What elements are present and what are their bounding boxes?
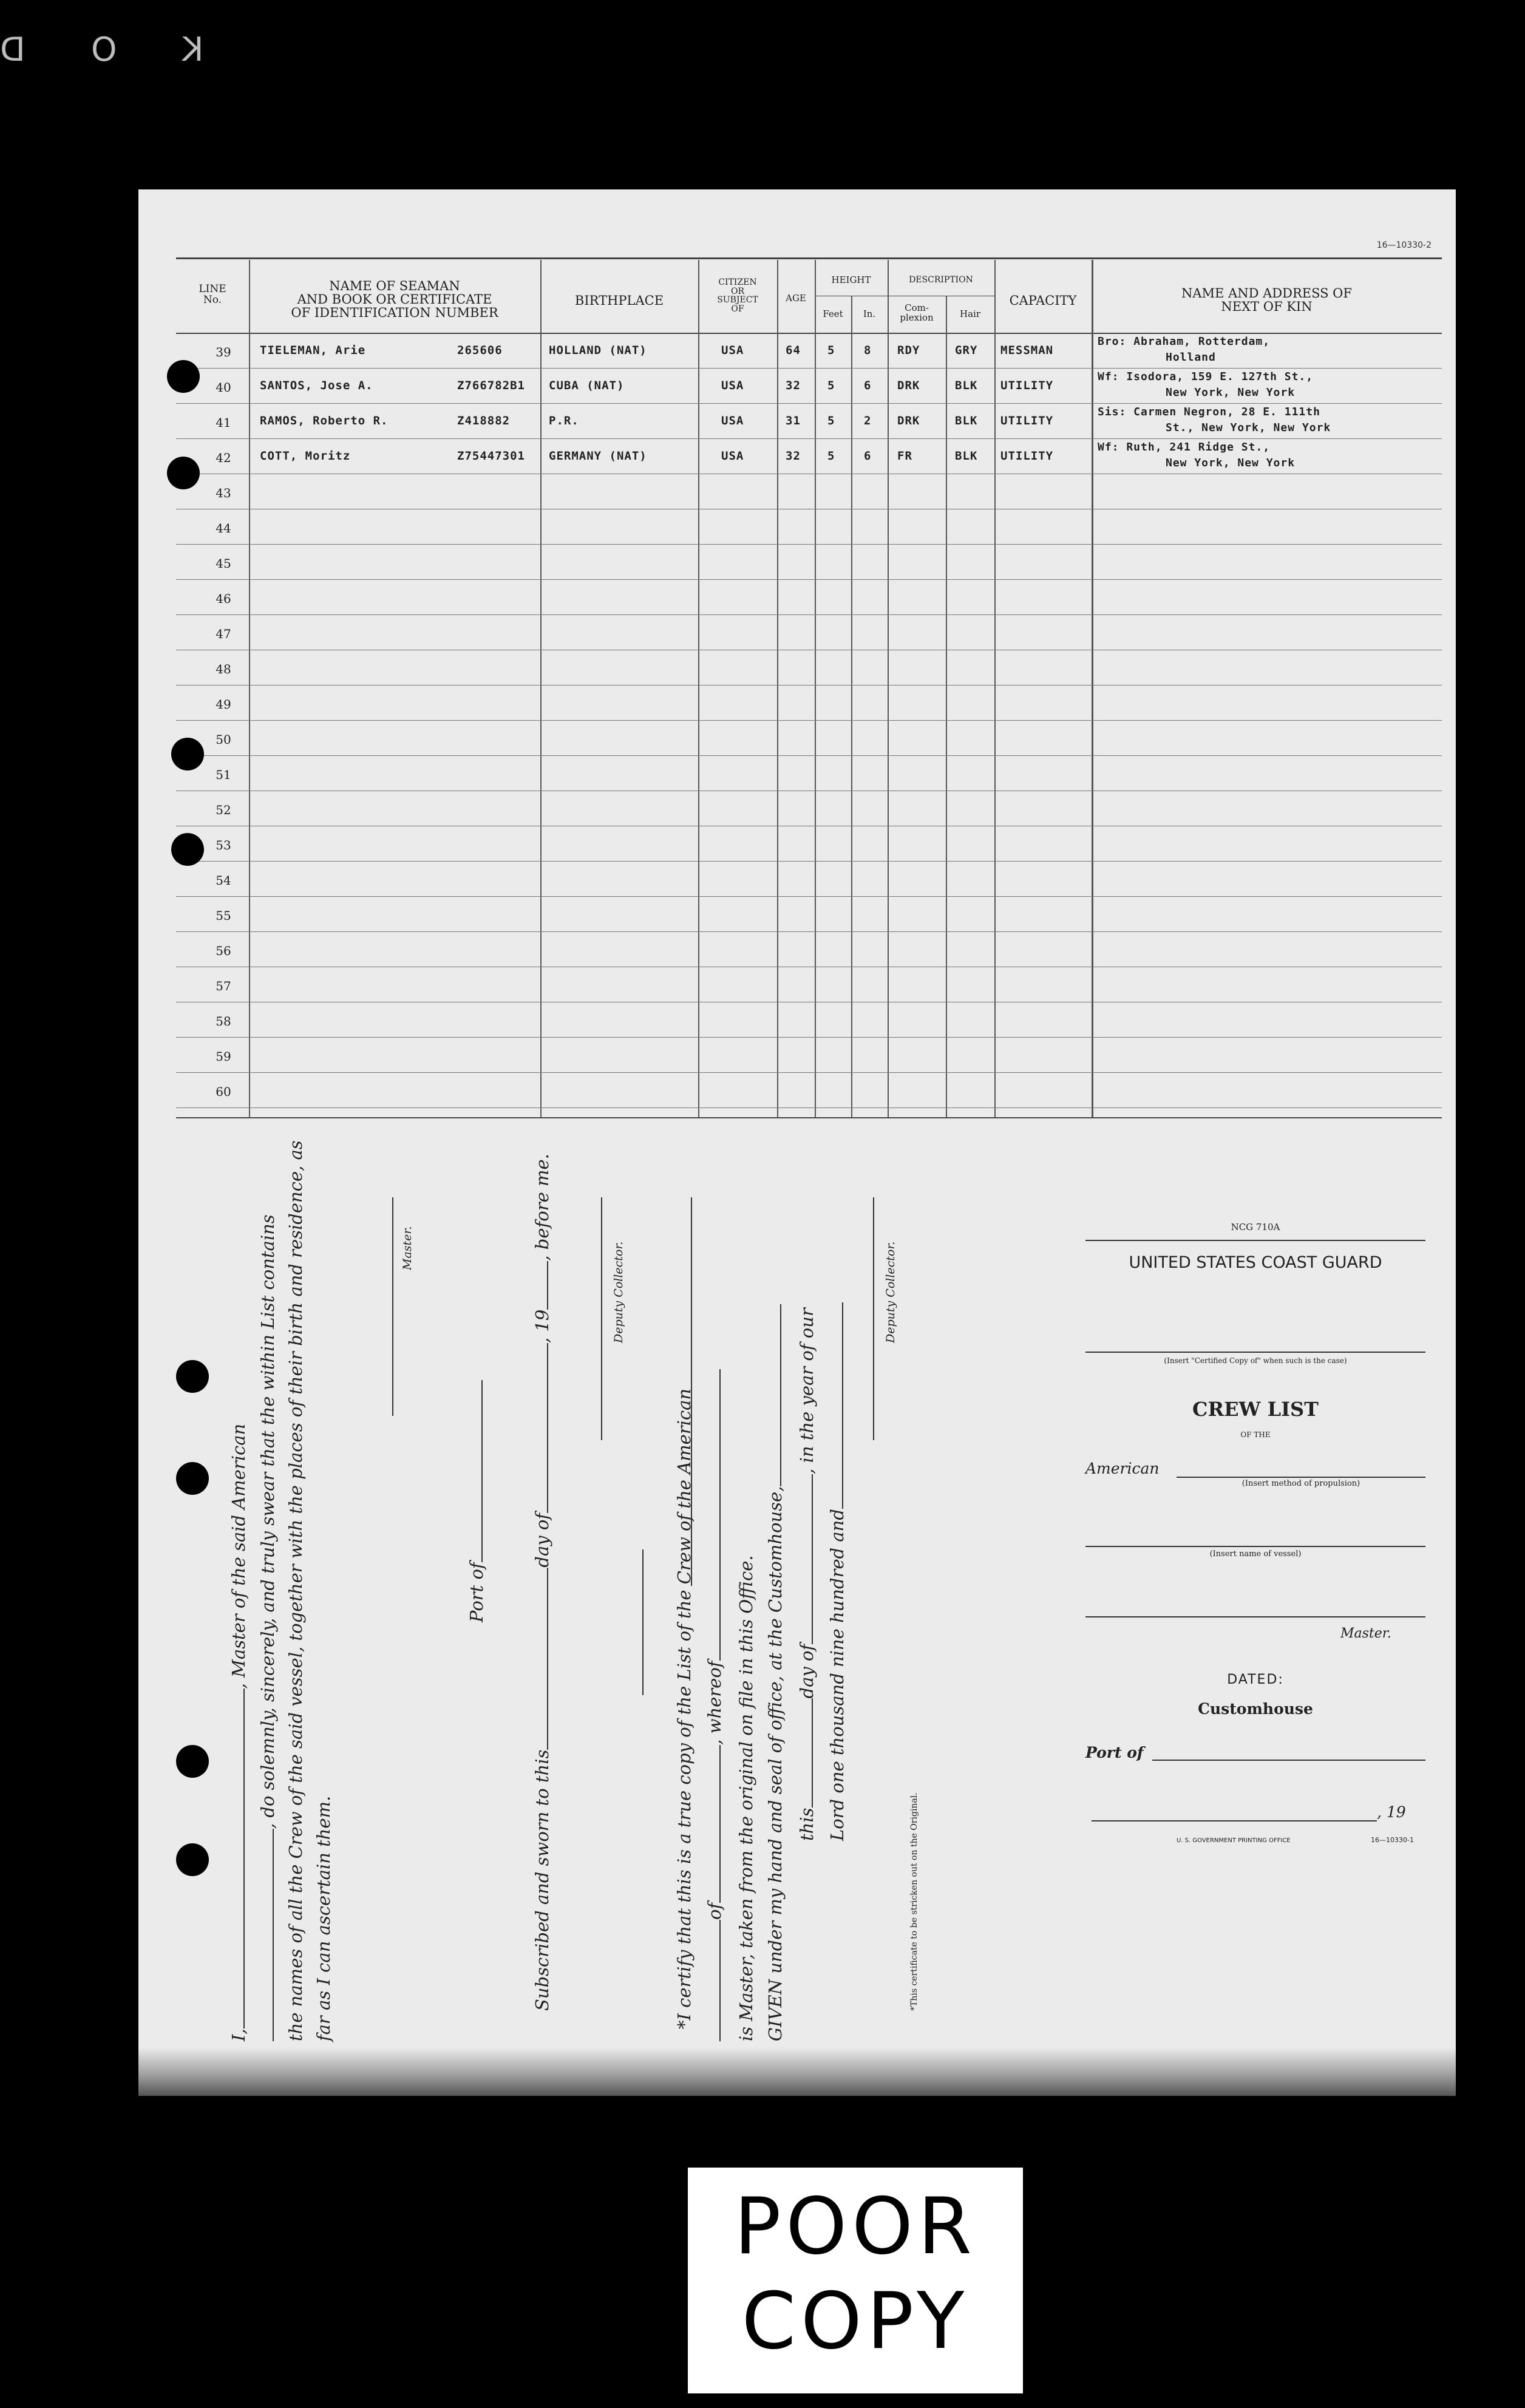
line-number: 53 [216, 838, 231, 852]
is-master-line: is Master, taken from the original on file in this Office. [736, 1555, 756, 2041]
deputy-collector-2: Deputy Collector. [884, 1241, 897, 1343]
citizen-of: USA [721, 414, 744, 427]
cover-port-line [1152, 1760, 1425, 1761]
hair: BLK [955, 379, 978, 392]
header-complexion: Com- plexion [900, 302, 934, 323]
birthplace: P.R. [549, 414, 579, 427]
line-number: 44 [216, 521, 231, 536]
age: 64 [786, 344, 801, 357]
fold-shadow [138, 2047, 1456, 2096]
seal-line [642, 1549, 644, 1695]
cover-title: CREW LIST [1192, 1398, 1319, 1421]
this-day-line: thisday of, in the year of our [796, 1308, 817, 1841]
line-number: 39 [216, 345, 231, 359]
subscribed-line: Subscribed and sworn to thisday of, 19, before me. [532, 1154, 552, 2011]
given-line: GIVEN under my hand and seal of office, at the Customhouse, [765, 1304, 786, 2041]
birthplace: GERMANY (NAT) [549, 449, 647, 463]
oath-line-4: far as I can ascertain them. [313, 1795, 334, 2041]
binder-hole [171, 833, 204, 866]
binder-hole [167, 360, 200, 393]
port-of: Port of [466, 1380, 487, 1622]
cover-vessel-line-2 [1085, 1616, 1425, 1617]
next-of-kin: Wf: Isodora, 159 E. 127th St., [1098, 370, 1314, 383]
complexion: RDY [897, 344, 920, 357]
deputy-collector-1: Deputy Collector. [612, 1241, 625, 1343]
capacity: UTILITY [1000, 449, 1054, 463]
line-number: 55 [216, 908, 231, 923]
certificate-number: Z418882 [457, 414, 511, 427]
crew-list-page [138, 189, 1456, 2096]
line-number: 42 [216, 451, 231, 465]
table-top-rule [176, 257, 1442, 259]
hair: GRY [955, 344, 978, 357]
row-rule [176, 896, 1442, 897]
footnote: *This certificate to be stricken out on the Original. [909, 1792, 919, 2011]
seaman-name: COTT, Moritz [260, 449, 351, 463]
lord-line: Lord one thousand nine hundred and [827, 1302, 847, 1841]
next-of-kin: New York, New York [1166, 386, 1296, 399]
header-capacity: CAPACITY [1009, 293, 1077, 308]
cover-insert-cert: (Insert "Certified Copy of" when such is the case) [1164, 1356, 1347, 1365]
next-of-kin: Wf: Ruth, 241 Ridge St., [1098, 441, 1271, 454]
col-line [815, 260, 816, 1117]
cover-port: Port of [1085, 1744, 1144, 1761]
line-number: 48 [216, 662, 231, 676]
cover-year: , 19 [1377, 1803, 1406, 1821]
line-number: 46 [216, 591, 231, 606]
col-line [698, 260, 699, 1117]
binder-hole [176, 1843, 209, 1876]
cover-of-the: OF THE [1240, 1430, 1271, 1439]
hair: BLK [955, 449, 978, 463]
line-number: 52 [216, 803, 231, 817]
header-name: NAME OF SEAMAN AND BOOK OR CERTIFICATE OF IDENTIFICATION NUMBER [291, 279, 498, 321]
col-line [994, 260, 996, 1117]
header-age: AGE [786, 293, 806, 304]
oath-line-2: , do solemnly, sincerely, and truly swear that the within List contains [257, 1214, 278, 2041]
header-hair: Hair [960, 308, 980, 319]
line-number: 57 [216, 979, 231, 993]
seaman-name: SANTOS, Jose A. [260, 379, 373, 392]
citizen-of: USA [721, 379, 744, 392]
col-line [1092, 260, 1093, 1117]
height-feet: 5 [827, 449, 835, 463]
row-rule [176, 1072, 1442, 1073]
line-number: 47 [216, 627, 231, 641]
complexion: FR [897, 449, 912, 463]
height-feet: 5 [827, 344, 835, 357]
cover-master: Master. [1340, 1626, 1391, 1641]
next-of-kin: St., New York, New York [1166, 421, 1331, 434]
citizen-of: USA [721, 344, 744, 357]
binder-hole [176, 1462, 209, 1495]
corner-letter-o: O [91, 30, 117, 69]
cover-american: American [1085, 1460, 1160, 1477]
row-rule [176, 403, 1442, 404]
cover-cert-line [1085, 1352, 1425, 1353]
cover-date-line [1092, 1820, 1377, 1821]
height-inches: 2 [864, 414, 872, 427]
height-inches: 8 [864, 344, 872, 357]
col-line [851, 296, 852, 1117]
capacity: UTILITY [1000, 414, 1054, 427]
col-line [946, 296, 947, 1117]
hair: BLK [955, 414, 978, 427]
birthplace: HOLLAND (NAT) [549, 344, 647, 357]
of-whereof-line: of, whereof [704, 1369, 725, 2041]
header-feet: Feet [823, 308, 843, 319]
oath-line-1: I,, Master of the said American [228, 1423, 249, 2041]
corner-letter-d: D [0, 30, 25, 69]
cover-rule [1085, 1240, 1425, 1241]
cover-insert-propulsion: (Insert method of propulsion) [1241, 1479, 1360, 1488]
header-citizen: CITIZEN OR SUBJECT OF [717, 277, 758, 315]
header-line-no: LINE No. [199, 283, 226, 306]
binder-hole [176, 1360, 209, 1393]
line-number: 50 [216, 732, 231, 747]
row-rule [176, 755, 1442, 756]
stamp-line-2: COPY [741, 2276, 970, 2367]
row-rule [176, 544, 1442, 545]
citizen-of: USA [721, 449, 744, 463]
certificate-number: Z766782B1 [457, 379, 525, 392]
col-line [777, 260, 778, 1117]
cover-gpo: U. S. GOVERNMENT PRINTING OFFICE [1177, 1837, 1291, 1844]
line-number: 41 [216, 415, 231, 430]
deputy-signature-line-2 [873, 1197, 874, 1440]
height-inches: 6 [864, 379, 872, 392]
corner-letter-k: K [182, 30, 204, 69]
certify-blank [691, 1197, 692, 1586]
master-signature-line [392, 1197, 393, 1416]
age: 32 [786, 449, 801, 463]
height-feet: 5 [827, 379, 835, 392]
header-height: HEIGHT [831, 274, 871, 285]
col-line [888, 260, 889, 1117]
cover-form-id: NCG 710A [1231, 1222, 1280, 1233]
row-rule [176, 614, 1442, 615]
certify-line: *I certify that this is a true copy of the List of the Crew of the American [674, 1388, 695, 2029]
col-line [540, 260, 542, 1117]
row-rule [176, 861, 1442, 862]
line-number: 58 [216, 1014, 231, 1029]
cover-vessel-line [1085, 1546, 1425, 1547]
next-of-kin: Sis: Carmen Negron, 28 E. 111th [1098, 406, 1320, 418]
cover-gpo-no: 16—10330-1 [1371, 1836, 1414, 1844]
table-bottom-rule [176, 1117, 1442, 1118]
header-inches: In. [863, 308, 876, 319]
row-rule [176, 579, 1442, 580]
row-rule [176, 720, 1442, 721]
row-rule [176, 1037, 1442, 1038]
capacity: UTILITY [1000, 379, 1054, 392]
certificate-number: Z75447301 [457, 449, 525, 463]
complexion: DRK [897, 379, 920, 392]
line-number: 45 [216, 556, 231, 571]
header-birthplace: BIRTHPLACE [574, 293, 664, 308]
row-rule [176, 438, 1442, 439]
header-next-of-kin: NAME AND ADDRESS OF NEXT OF KIN [1181, 286, 1352, 315]
line-number: 43 [216, 486, 231, 500]
age: 32 [786, 379, 801, 392]
seaman-name: TIELEMAN, Arie [260, 344, 366, 357]
stamp-line-1: POOR [734, 2182, 977, 2272]
next-of-kin: New York, New York [1166, 457, 1296, 469]
next-of-kin: Holland [1166, 351, 1216, 364]
cover-dated: DATED: [1227, 1672, 1284, 1687]
line-number: 51 [216, 767, 231, 782]
col-line [249, 260, 250, 1117]
next-of-kin: Bro: Abraham, Rotterdam, [1098, 335, 1271, 348]
line-number: 40 [216, 380, 231, 395]
line-number: 60 [216, 1084, 231, 1099]
cover-customhouse: Customhouse [1198, 1700, 1313, 1718]
row-rule [176, 368, 1442, 369]
poor-copy-stamp [688, 2168, 1023, 2393]
row-rule [176, 1107, 1442, 1108]
height-feet: 5 [827, 414, 835, 427]
capacity: MESSMAN [1000, 344, 1054, 357]
master-label: Master. [401, 1226, 414, 1270]
cover-agency: UNITED STATES COAST GUARD [1129, 1253, 1382, 1272]
binder-hole [171, 738, 204, 770]
complexion: DRK [897, 414, 920, 427]
age: 31 [786, 414, 801, 427]
header-description: DESCRIPTION [909, 275, 973, 285]
line-number: 59 [216, 1049, 231, 1064]
seaman-name: RAMOS, Roberto R. [260, 414, 389, 427]
line-number: 54 [216, 873, 231, 888]
binder-hole [167, 457, 200, 489]
height-inches: 6 [864, 449, 872, 463]
line-number: 49 [216, 697, 231, 712]
binder-hole [176, 1745, 209, 1778]
deputy-signature-line-1 [601, 1197, 602, 1440]
birthplace: CUBA (NAT) [549, 379, 625, 392]
certificate-number: 265606 [457, 344, 503, 357]
cover-insert-vessel: (Insert name of vessel) [1209, 1549, 1302, 1559]
form-number: 16—10330-2 [1376, 240, 1432, 250]
row-rule [176, 931, 1442, 932]
oath-line-3: the names of all the Crew of the said vessel, together with the places of their birth and residence, as [285, 1140, 306, 2041]
line-number: 56 [216, 944, 231, 958]
cover-propulsion-line [1177, 1477, 1425, 1478]
